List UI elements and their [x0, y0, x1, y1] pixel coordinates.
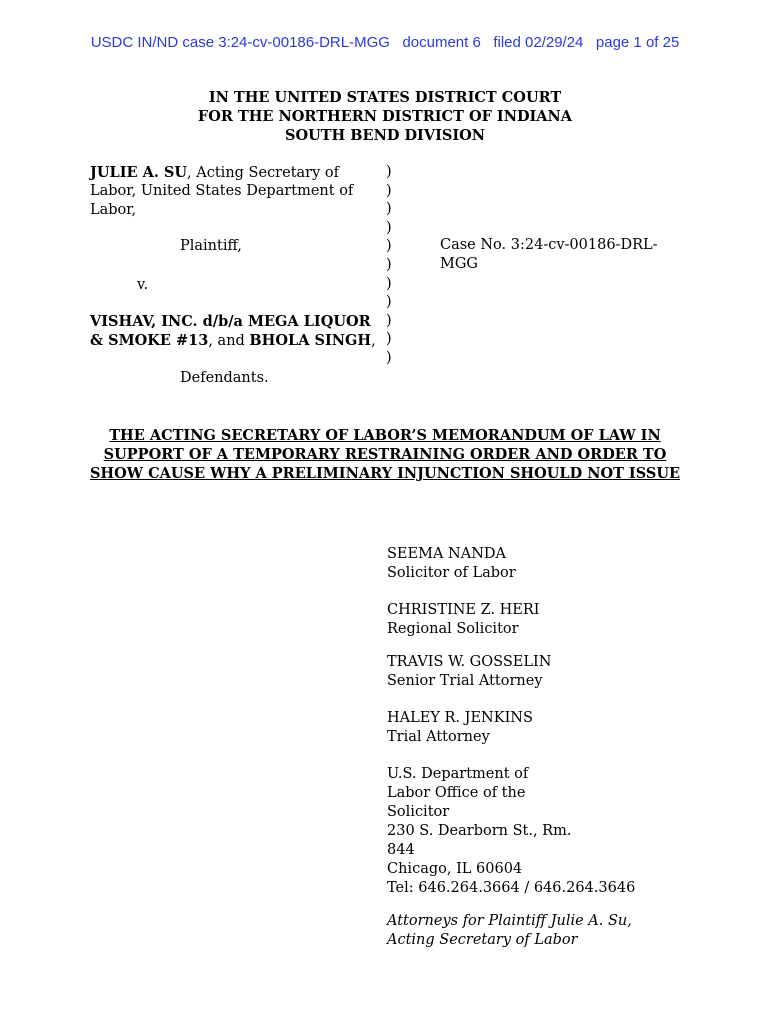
- attorney-block-4: [387, 709, 533, 747]
- attorney-title: Senior Trial Attorney: [387, 673, 543, 689]
- memorandum-title-line: THE ACTING SECRETARY OF LABOR’S MEMORANDUM OF LAW IN: [109, 427, 661, 444]
- defendant-punctuation: ,: [371, 333, 376, 349]
- plaintiff-line-1: [90, 163, 339, 183]
- caption-parenthesis-column: [386, 163, 392, 368]
- defendant-name: VISHAV, INC. d/b/a MEGA LIQUOR: [90, 313, 371, 330]
- case-number: [440, 236, 658, 274]
- attorney-title: Trial Attorney: [387, 729, 490, 745]
- plaintiff-name: JULIE A. SU: [90, 164, 188, 181]
- caption-parenthesis: ): [386, 201, 392, 218]
- caption-parenthesis: ): [386, 238, 392, 255]
- versus-label: v.: [137, 277, 149, 293]
- court-heading-line: IN THE UNITED STATES DISTRICT COURT: [208, 89, 562, 106]
- plaintiff-description: , Acting Secretary of: [187, 165, 339, 181]
- case-number-line: MGG: [440, 256, 479, 272]
- memorandum-title-line: SUPPORT OF A TEMPORARY RESTRAINING ORDER AND ORDER TO: [103, 446, 667, 463]
- address-line: Tel: 646.264.3664 / 646.264.3646: [387, 880, 636, 896]
- filing-header-stamp: USDC IN/ND case 3:24-cv-00186-DRL-MGG document 6 filed 02/29/24 page 1 of 25: [90, 34, 680, 51]
- court-heading-line: FOR THE NORTHERN DISTRICT OF INDIANA: [197, 108, 573, 125]
- attorneys-for-closing: [387, 912, 632, 950]
- memorandum-title-line: SHOW CAUSE WHY A PRELIMINARY INJUNCTION SHOULD NOT ISSUE: [89, 465, 681, 482]
- defendant-conjunction: , and: [208, 333, 250, 349]
- attorney-block-2: [387, 601, 540, 639]
- defendant-name: & SMOKE #13: [90, 332, 209, 349]
- plaintiff-line-3: Labor,: [90, 202, 137, 218]
- address-line: 844: [387, 842, 415, 858]
- address-line: Labor Office of the: [387, 785, 526, 801]
- caption-parenthesis: ): [386, 349, 392, 366]
- address-line: 230 S. Dearborn St., Rm.: [387, 823, 572, 839]
- plaintiff-line-2: Labor, United States Department of: [90, 183, 354, 199]
- caption-parenthesis: ): [386, 294, 392, 311]
- attorney-name: TRAVIS W. GOSSELIN: [387, 654, 552, 670]
- attorney-name: CHRISTINE Z. HERI: [387, 602, 540, 618]
- attorney-block-1: [387, 545, 516, 583]
- address-line: Solicitor: [387, 804, 450, 820]
- caption-parenthesis: ): [386, 164, 392, 180]
- attorney-name: SEEMA NANDA: [387, 546, 506, 562]
- closing-line: Attorneys for Plaintiff Julie A. Su,: [387, 913, 632, 929]
- plaintiff-role: Plaintiff,: [180, 238, 242, 254]
- office-address: [387, 765, 635, 898]
- defendant-role: Defendants.: [180, 370, 269, 386]
- court-heading-line: SOUTH BEND DIVISION: [285, 127, 485, 144]
- attorney-title: Solicitor of Labor: [387, 565, 516, 581]
- defendant-line-1: [90, 312, 371, 332]
- address-line: U.S. Department of: [387, 766, 529, 782]
- caption-parenthesis: ): [386, 312, 392, 329]
- defendant-line-2: [90, 331, 376, 351]
- case-number-line: Case No. 3:24-cv-00186-DRL-: [440, 237, 658, 253]
- caption-parenthesis: ): [386, 219, 392, 236]
- attorney-block-3: [387, 653, 551, 691]
- address-line: Chicago, IL 60604: [387, 861, 523, 877]
- attorney-title: Regional Solicitor: [387, 621, 519, 637]
- attorney-name: HALEY R. JENKINS: [387, 710, 533, 726]
- court-heading: [0, 88, 770, 145]
- memorandum-title: [0, 426, 770, 483]
- defendant-name: BHOLA SINGH: [249, 332, 372, 349]
- closing-line: Acting Secretary of Labor: [387, 932, 578, 948]
- caption-parenthesis: ): [386, 331, 392, 348]
- caption-parenthesis: ): [386, 182, 392, 199]
- caption-parenthesis: ): [386, 256, 392, 273]
- caption-parenthesis: ): [386, 275, 392, 292]
